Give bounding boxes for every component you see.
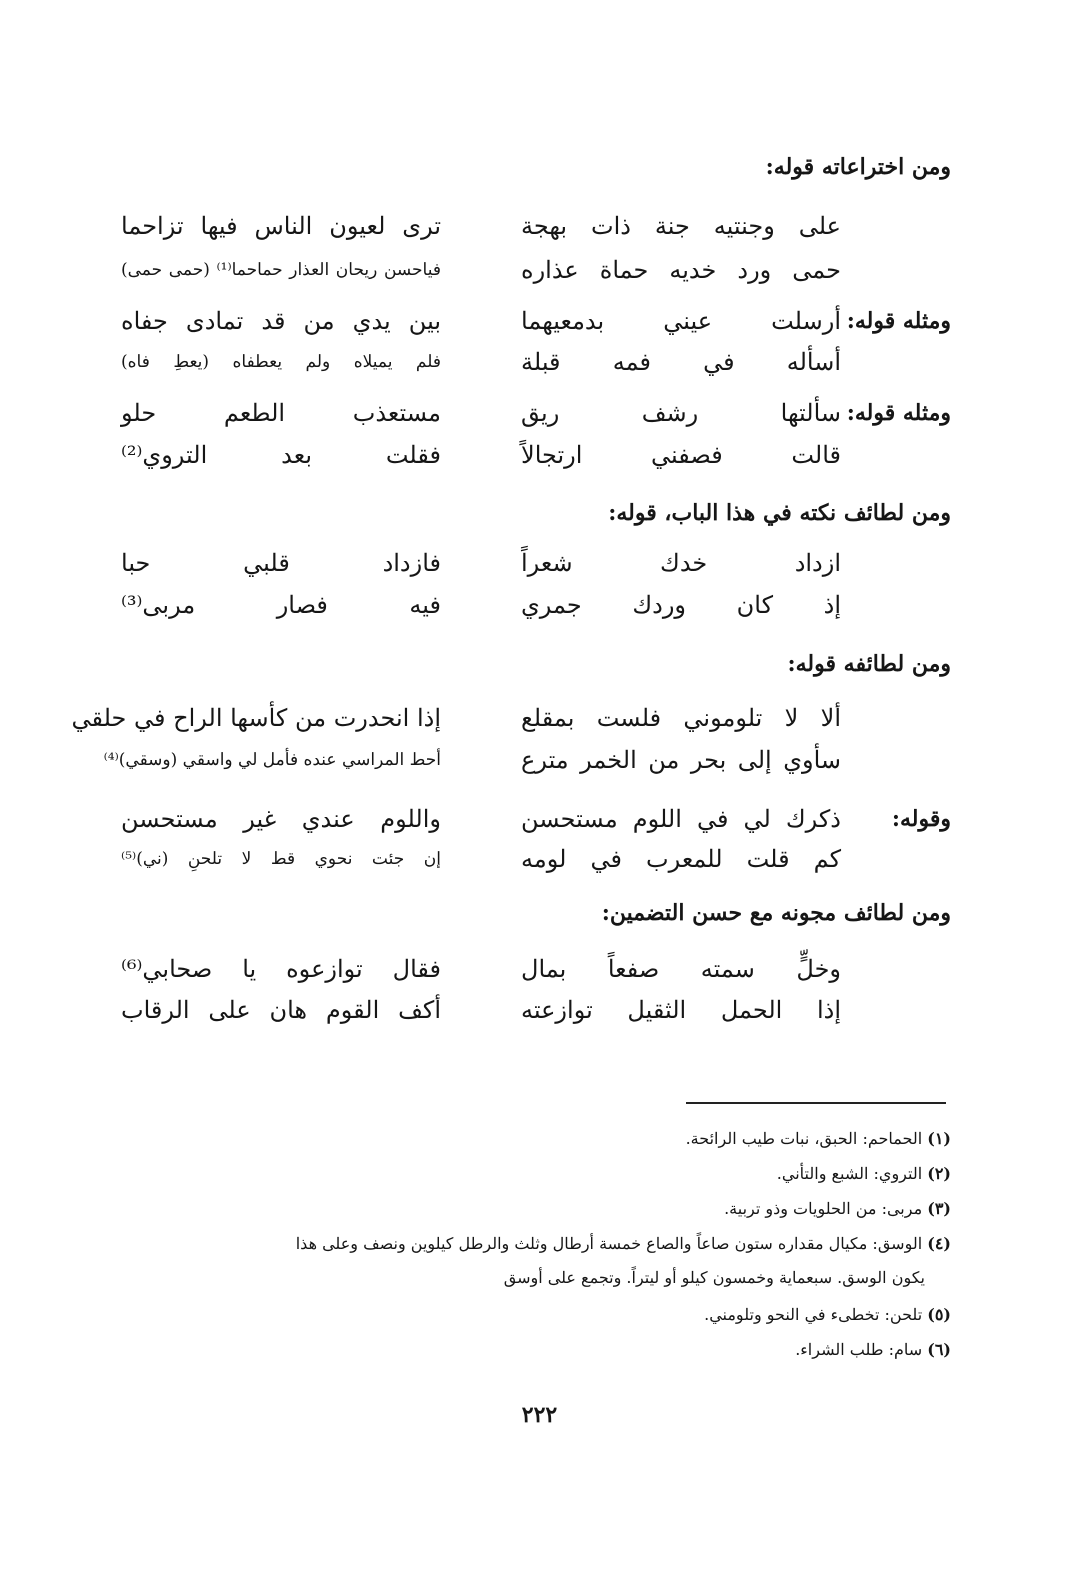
verse-hemistich-second: إذا انحدرت من كأسها الراح في حلقي: [71, 704, 441, 732]
footnote-continuation: يكون الوسق. سبعماية وخمسون كيلو أو ليتراً. وتجمع على أوسق: [503, 1268, 925, 1287]
verse-hemistich-first: ذكرك لي في اللوم مستحسن: [521, 805, 841, 833]
verse-prefix: ومثله قوله:: [846, 400, 951, 426]
verse-hemistich-second: فقلت بعد التروي⁽²⁾: [121, 441, 441, 469]
footnote-number: (٣): [927, 1199, 951, 1218]
verse-hemistich-first: سأوي إلى بحر من الخمر مترع: [521, 746, 841, 774]
verse-hemistich-first: قالت فصفني ارتجالاً: [521, 441, 841, 469]
verse-hemistich-first: ازداد خدك شعراً: [521, 549, 841, 577]
footnote-number: (١): [927, 1129, 951, 1148]
section-intro: ومن لطائفه قوله:: [787, 651, 951, 677]
verse-hemistich-second: أكف القوم هان على الرقاب: [121, 996, 441, 1024]
verse-hemistich-second: ترى لعيون الناس فيها تزاحما: [121, 212, 441, 240]
verse-hemistich-second: مستعذب الطعم حلو: [121, 399, 441, 427]
verse-hemistich-first: إذ كان وردك جمري: [521, 591, 841, 619]
footnote-number: (٢): [927, 1164, 951, 1183]
footnote-text: مربى: من الحلويات وذو تربية.: [724, 1199, 923, 1218]
verse-hemistich-second: فياحسن ريحان العذار حماحما⁽¹⁾ (حمى حمى): [121, 260, 441, 280]
verse-prefix: وقوله:: [891, 806, 951, 832]
footnote-separator: [686, 1102, 946, 1104]
footnote: [686, 1126, 951, 1152]
verse-hemistich-second: إن جئت نحوي قط لا تلحنِ (ني)⁽⁵⁾: [121, 849, 441, 869]
page-number: ٢٢٢: [521, 1402, 558, 1428]
footnote: [724, 1196, 951, 1222]
verse-hemistich-first: ألا لا تلوموني فلست بمقلع: [521, 704, 841, 732]
verse-hemistich-first: وخلٍّ سمته صفعاً بمال: [521, 955, 841, 983]
verse-hemistich-second: فلم يميلاه ولم يعطفاه (يعطِ فاه): [121, 352, 441, 372]
footnote-number: (٦): [927, 1340, 951, 1359]
footnote: [777, 1161, 951, 1187]
footnote-number: (٥): [927, 1305, 951, 1324]
verse-hemistich-first: كم قلت للمعرب في لومه: [521, 845, 841, 873]
section-intro: ومن لطائف نكته في هذا الباب، قوله:: [608, 500, 951, 526]
footnote: [704, 1302, 951, 1328]
verse-hemistich-first: على وجنتيه جنة ذات بهجة: [521, 212, 841, 240]
footnote-text: التروي: الشبع والتأني.: [776, 1164, 923, 1183]
footnote: [121, 1231, 951, 1257]
footnote-number: (٤): [927, 1234, 951, 1253]
footnote-text: تلحن: تخطىء في النحو وتلومني.: [704, 1305, 923, 1324]
verse-hemistich-first: إذا الحمل الثقيل توازعته: [521, 996, 841, 1024]
verse-hemistich-second: فازداد قلبي حبا: [121, 549, 441, 577]
verse-prefix: ومثله قوله:: [846, 308, 951, 334]
verse-hemistich-second: أحط المراسي عنده فأمل لي واسقي (وسقي)⁽⁴⁾: [103, 750, 441, 770]
footnote-text: الوسق: مكيال مقداره ستون صاعاً والصاع خمسة أرطال وثلث والرطل كيلوين ونصف وعلى هذا: [295, 1234, 923, 1253]
verse-hemistich-second: فقال توازعوه يا صحابي⁽⁶⁾: [121, 955, 441, 983]
footnote-text: سام: طلب الشراء.: [795, 1340, 923, 1359]
verse-hemistich-second: بين يدي من قد تمادى جفاه: [121, 307, 441, 335]
verse-hemistich-second: فيه فصار مربى⁽³⁾: [121, 591, 441, 619]
verse-hemistich-first: حمى ورد خديه حماة عذاره: [521, 256, 841, 284]
footnote: [795, 1337, 951, 1363]
verse-hemistich-first: سألتها رشف ريق: [521, 399, 841, 427]
section-intro: ومن اختراعاته قوله:: [765, 154, 951, 180]
verse-hemistich-first: أرسلت عيني بدمعيهما: [521, 307, 841, 335]
verse-hemistich-second: واللوم عندي غير مستحسن: [121, 805, 441, 833]
section-intro: ومن لطائف مجونه مع حسن التضمين:: [601, 900, 951, 926]
verse-hemistich-first: أسأله في فمه قبلة: [521, 348, 841, 376]
footnote-text: الحماحم: الحبق، نبات طيب الرائحة.: [685, 1129, 923, 1148]
